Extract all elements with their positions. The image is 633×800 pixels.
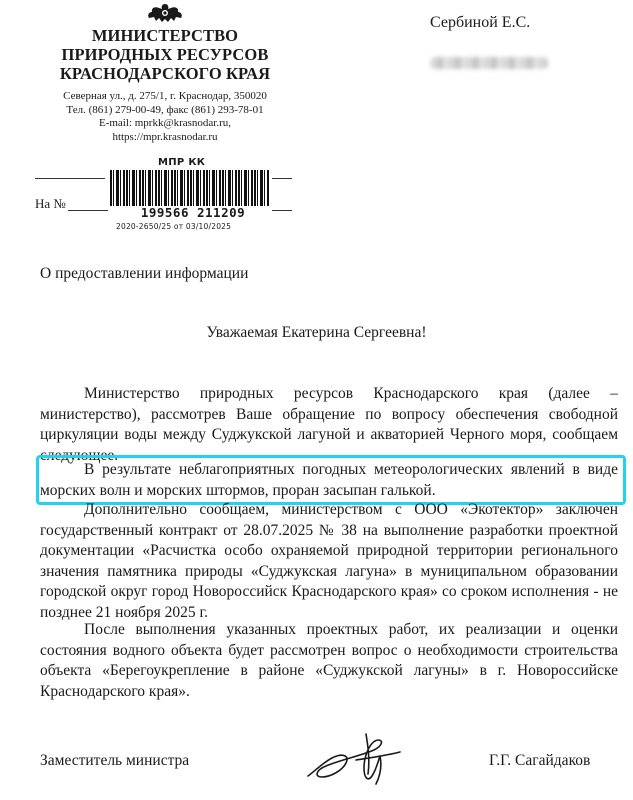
barcode-number: 199566 211209 [140,205,246,220]
recipient-name: Сербиной Е.С. [430,14,531,31]
registration-number: 2020-2650/25 от 03/10/2025 [116,222,232,231]
letter-subject: О предоставлении информации [40,265,249,282]
paragraph-text: Министерство природных ресурсов Краснодарского края (далее – министерство), рассмотрев Ваше обращение по вопросу обеспечения свободной циркуляции воды между Суджукской лагуной и акваторией Черного моря, сообщаем следующее. [40,385,618,464]
registration-line [272,210,292,211]
ministry-title-line: КРАСНОДАРСКОГО КРАЯ [59,64,271,83]
paragraph-text: После выполнения указанных проектных работ, их реализации и оценки состояния водного объекта будет рассмотрен вопрос о необходимости строительства объекта «Берегоукрепление в районе «Суджукской лагуны» в г. Новороссийске Краснодарского края». [40,621,618,700]
ministry-title [30,26,300,83]
handwritten-signature-icon [302,726,407,790]
reference-number-label: На № [35,196,66,211]
phone-fax: Тел. (861) 279-00-49, факс (861) 293-78-01 [66,103,264,116]
signatory-name: Г.Г. Сагайдаков [489,752,591,769]
paragraph-text: В результате неблагоприятных погодных метеорологических явлений в виде морских волн и морских штормов, проран засыпан галькой. [40,461,618,499]
stamp-header: МПР КК [158,157,206,168]
paragraph [40,500,618,623]
redacted-address [430,57,548,69]
email: E-mail: mprkk@krasnodar.ru, [98,117,232,129]
paragraph-text: Дополнительно сообщаем, министерством с ООО «Экотектор» заключен государственный контракт от 28.07.2025 № 38 на выполнение разработки проектной документации «Расчистка особо охраняемой природной территории регионального значения памятника природы «Суджукская лагуна» в муниципальном образовании городской округ город Новороссийск Краснодарского края» со сроком исполнения - не позднее 21 ноября 2025 г. [40,501,618,621]
address: Северная ул., д. 275/1, г. Краснодар, 350020 [63,90,267,102]
paragraph [40,384,618,466]
highlight-box [36,455,626,505]
ministry-title-line: МИНИСТЕРСТВО [91,26,239,45]
registration-line [68,210,108,211]
paragraph [40,620,618,702]
salutation: Уважаемая Екатерина Сергеевна! [206,324,427,341]
registration-line [272,178,292,179]
coat-of-arms-icon [145,2,185,24]
ministry-contacts [30,90,300,144]
ministry-title-line: ПРИРОДНЫХ РЕСУРСОВ [61,45,269,64]
registration-line [35,178,105,179]
website: https://mpr.krasnodar.ru [112,130,218,143]
barcode-icon [110,170,270,206]
signatory-role: Заместитель министра [40,752,190,769]
